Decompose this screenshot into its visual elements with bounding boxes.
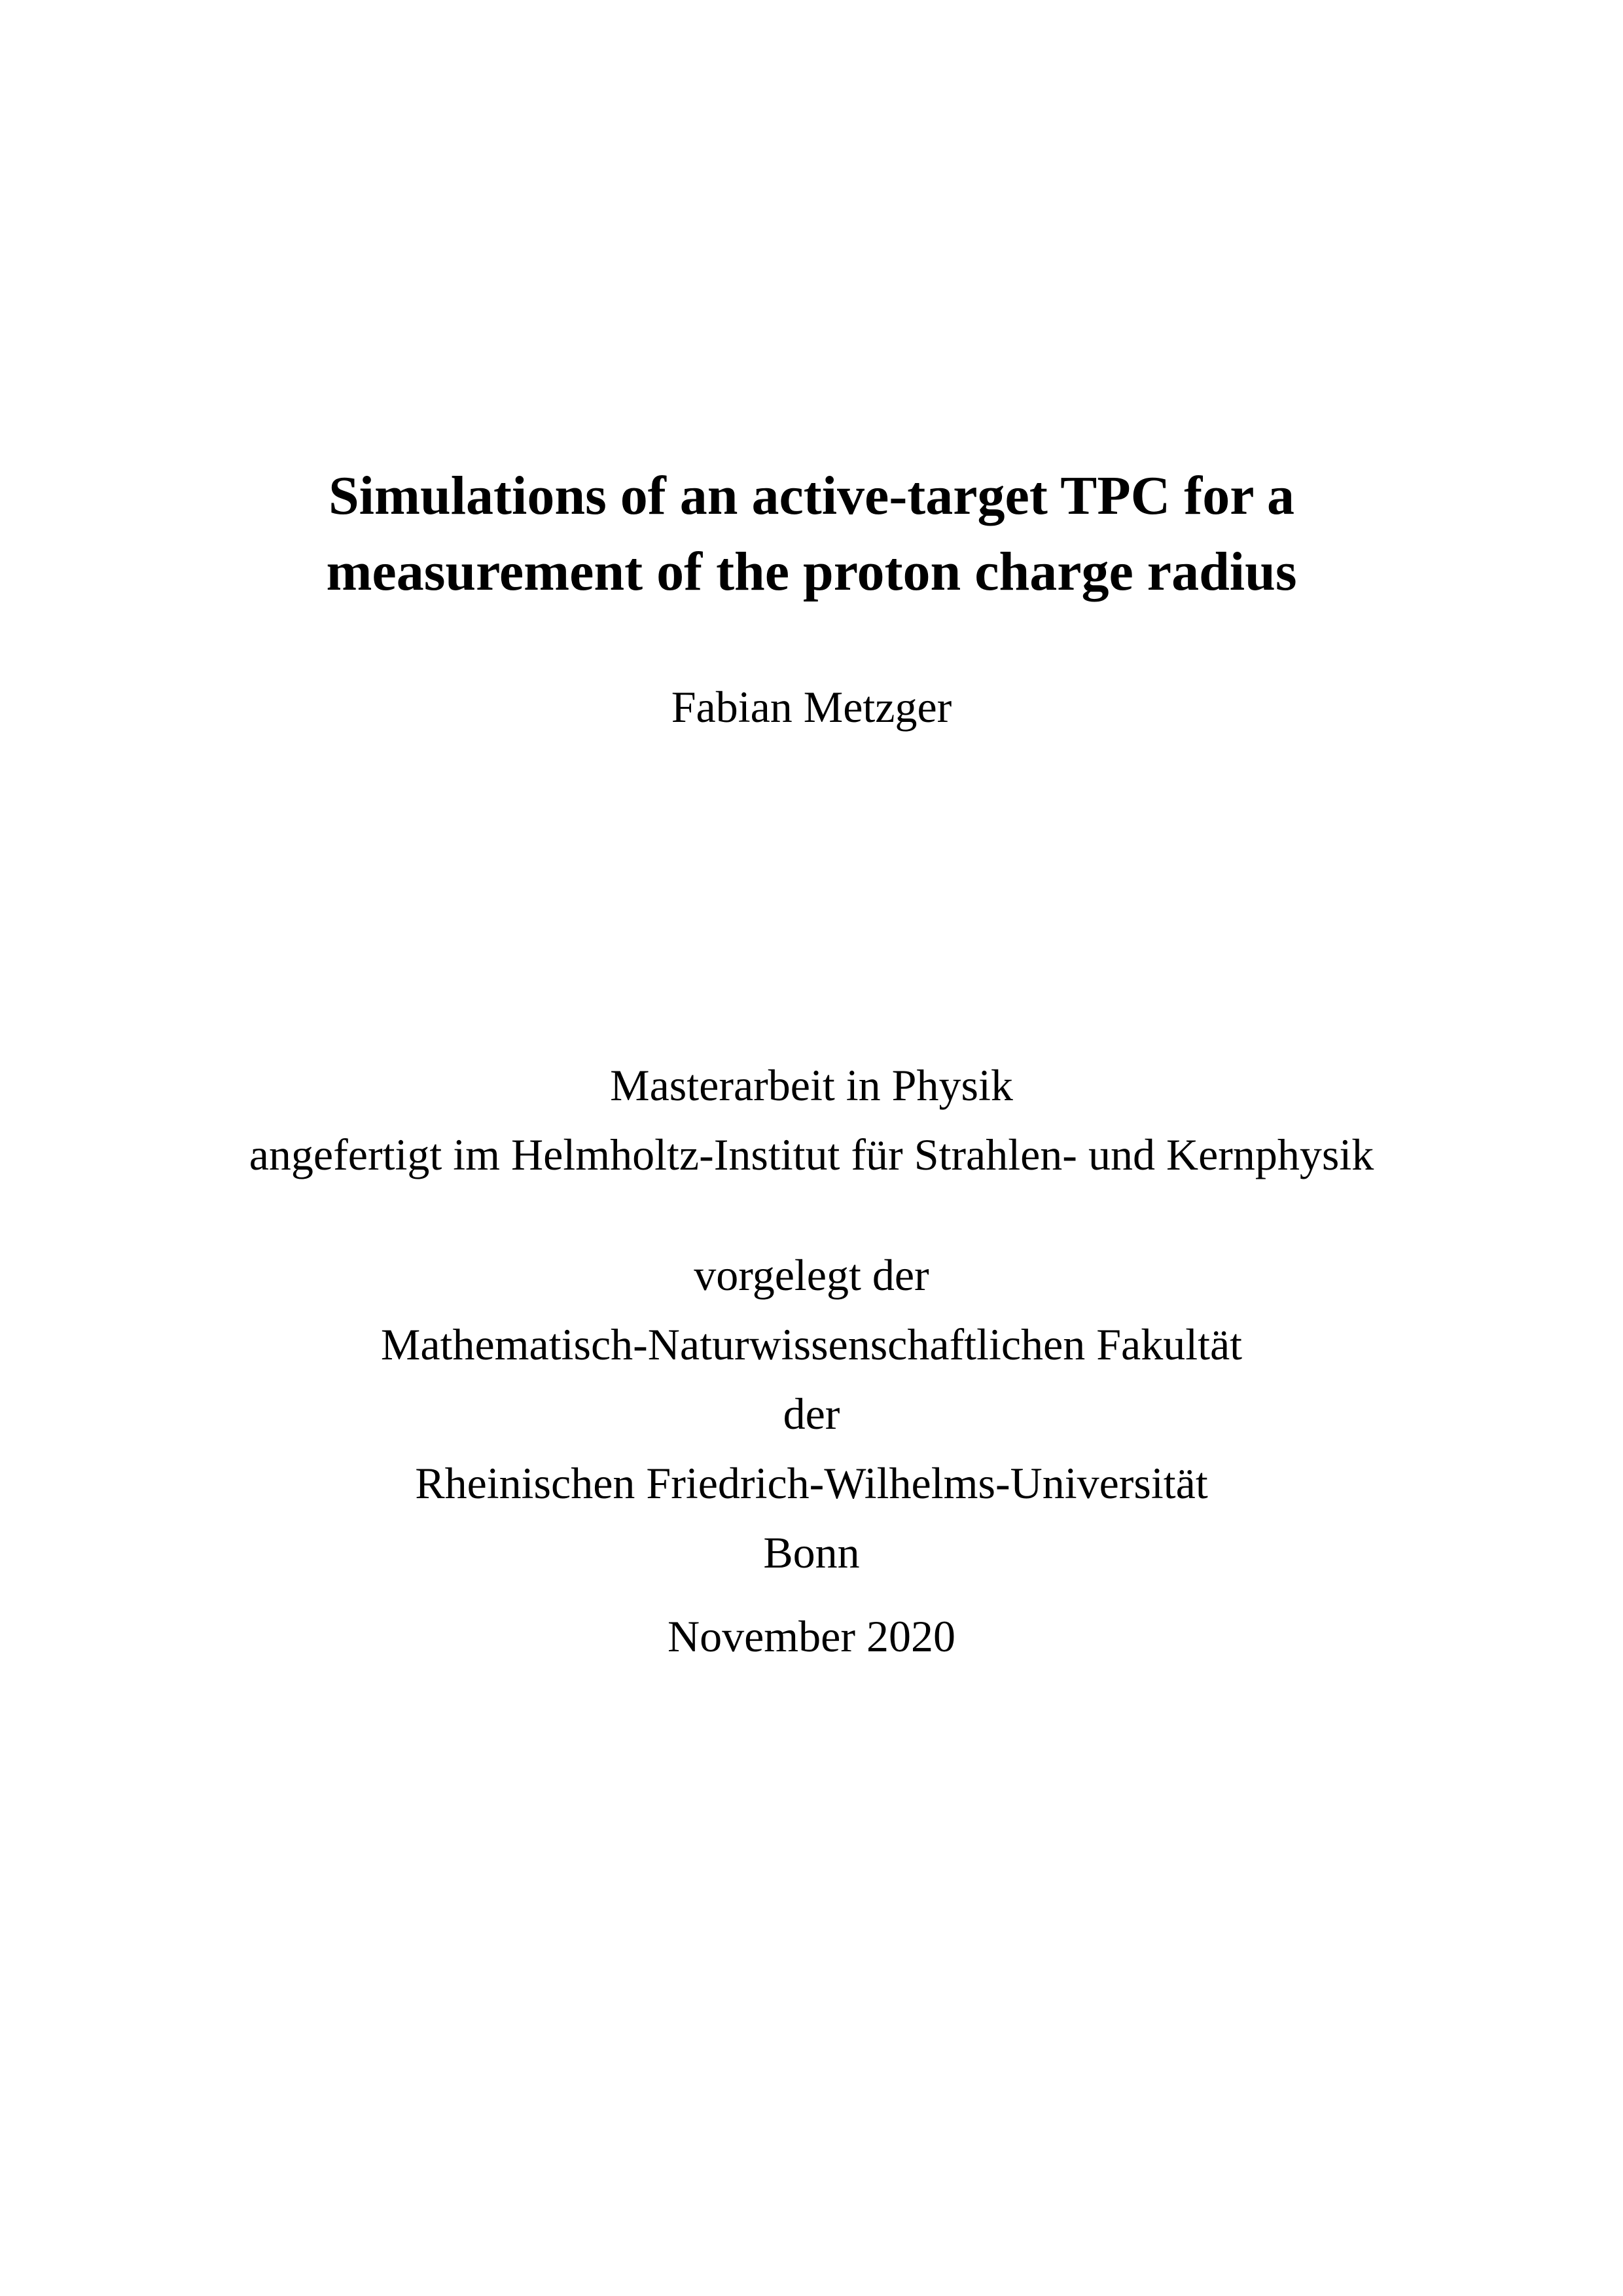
institute: angefertigt im Helmholtz-Institut für Strahlen- und Kernphysik [249,1130,1374,1179]
faculty: Mathematisch-Naturwissenschaftlichen Fakultät [380,1319,1243,1369]
thesis-type: Masterarbeit in Physik [610,1060,1013,1110]
thesis-title [0,458,1623,610]
author-name: Fabian Metzger [671,682,952,732]
submission-block [0,1240,1623,1587]
thesis-type-block [0,1050,1623,1189]
city: Bonn [763,1528,860,1577]
title-line-2: measurement of the proton charge radius [326,541,1297,602]
submission-line-1: vorgelegt der [694,1250,929,1300]
submission-date: November 2020 [667,1611,955,1661]
title-line-1: Simulations of an active-target TPC for a [328,465,1295,526]
university: Rheinischen Friedrich-Wilhelms-Universität [415,1458,1208,1508]
submission-line-3: der [783,1389,840,1439]
